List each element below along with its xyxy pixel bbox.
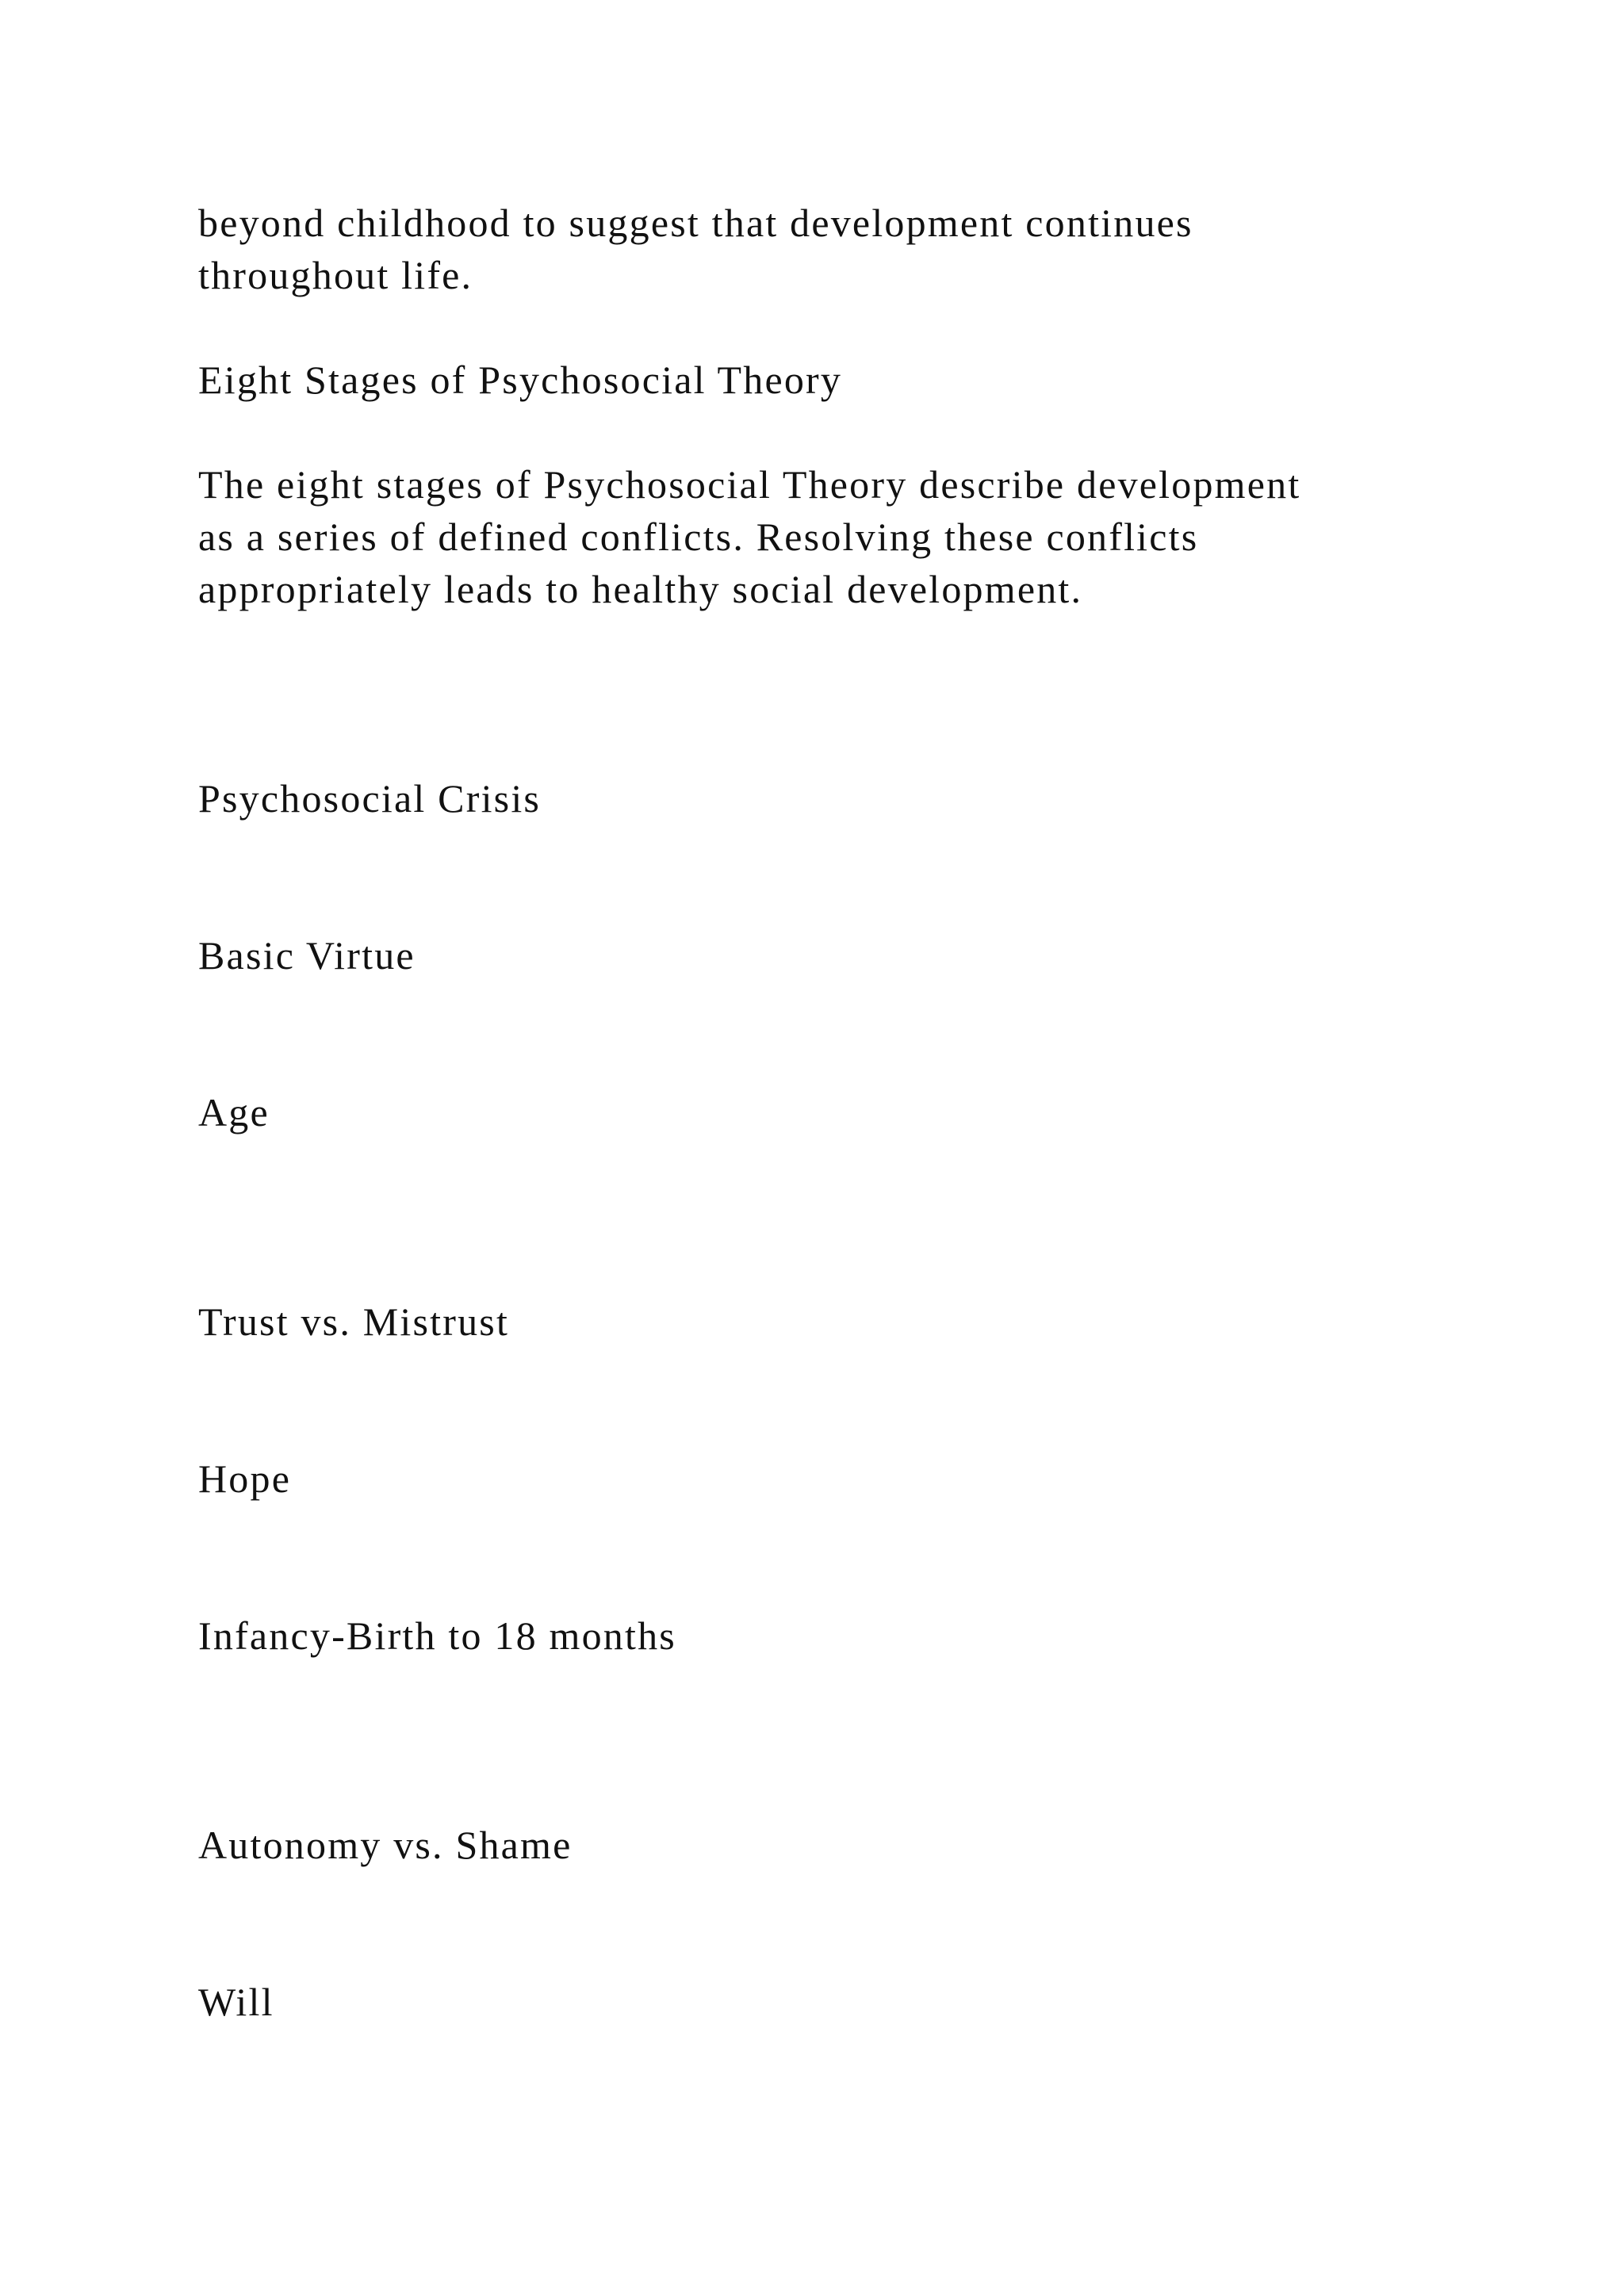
intro-line-2: throughout life. [198,253,473,297]
intro-line-1: beyond childhood to suggest that development continues [198,201,1193,245]
description-line-3: appropriately leads to healthy social development. [198,567,1083,611]
description-line-1: The eight stages of Psychosocial Theory describe development [198,462,1301,507]
section-heading: Eight Stages of Psychosocial Theory [198,358,843,402]
header-age: Age [198,1090,270,1135]
header-basic-virtue: Basic Virtue [198,933,416,978]
stage-2-virtue: Will [198,1980,274,2024]
stage-1-virtue: Hope [198,1456,292,1501]
stage-1-crisis: Trust vs. Mistrust [198,1299,510,1344]
header-psychosocial-crisis: Psychosocial Crisis [198,776,542,821]
stage-1-age: Infancy-Birth to 18 months [198,1613,676,1658]
stage-2-crisis: Autonomy vs. Shame [198,1823,573,1867]
description-line-2: as a series of defined conflicts. Resolving these conflicts [198,515,1199,559]
